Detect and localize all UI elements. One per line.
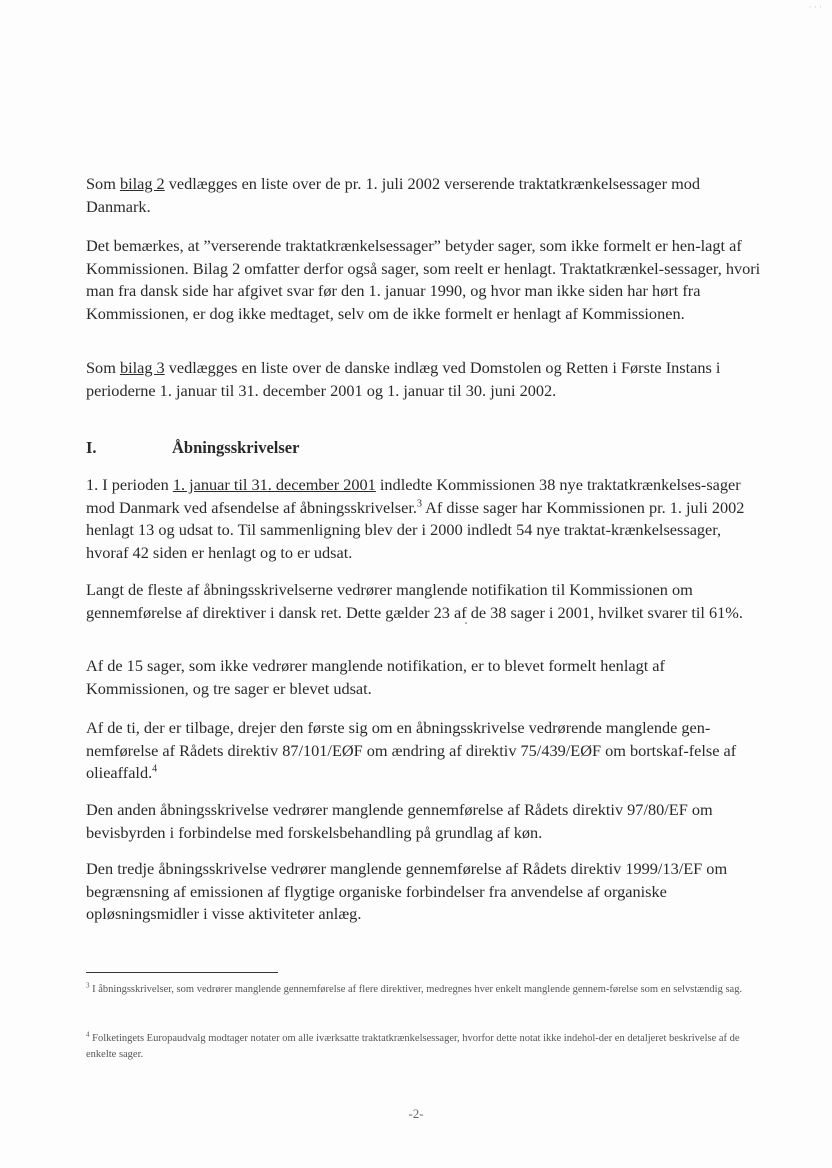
- paragraph-bilag-3: [86, 357, 766, 402]
- footnote-divider: [86, 972, 278, 973]
- paragraph-third-letter: Den tredje åbningsskrivelse vedrører manglende gennemførelse af Rådets direktiv 1999/13/EF om begrænsning af emissionen af flygtige organiske forbindelser fra anvendelse af organiske opløsningsmidler i visse aktiviteter anlæg.: [86, 859, 728, 923]
- scan-speck: [465, 622, 467, 624]
- paragraph-text: Som: [86, 358, 120, 377]
- paragraph-text: Af disse sager har Kommissionen pr. 1. juli 2002 henlagt 13 og udsat to. Til sammenligning blev der i 2000 indledt 54 nye traktat-krænkelsessager, hvoraf 42 siden er henlagt og to er udsat.: [86, 497, 745, 562]
- paragraph-period-2001: [86, 474, 766, 564]
- footnote-ref-4[interactable]: 4: [152, 763, 158, 775]
- section-title: Åbningsskrivelser: [172, 438, 300, 457]
- footnote-text: Folketingets Europaudvalg modtager notater om alle iværksatte traktatkrænkelsessager, hvorfor dette notat ikke indehol-der en detaljeret beskrivelse af de enkelte sager.: [86, 1033, 740, 1060]
- footnote-mark: 4: [86, 1030, 90, 1039]
- footnote-4: [86, 1031, 750, 1063]
- paragraph-text: vedlægges en liste over de danske indlæg ved Domstolen og Retten i Første Instans i perioderne 1. januar til 31. december 2001 og 1. januar til 30. juni 2002.: [86, 358, 721, 400]
- footnote-3: [86, 982, 750, 998]
- period-link[interactable]: 1. januar til 31. december 2001: [172, 475, 376, 494]
- paragraph-second-letter: Den anden åbningsskrivelse vedrører manglende gennemførelse af Rådets direktiv 97/80/EF om bevisbyrden i forbindelse med forskelsbehandling på grundlag af køn.: [86, 800, 713, 842]
- paragraph-15-cases: Af de 15 sager, som ikke vedrører manglende notifikation, er to blevet formelt henlagt af Kommissionen, og tre sager er blevet udsat.: [86, 656, 665, 698]
- paragraph-text: 1. I perioden: [86, 475, 173, 494]
- paragraph-text: Af de ti, der er tilbage, drejer den første sig om en åbningsskrivelse vedrørende manglende gen-nemførelse af Rådets direktiv 87/101/EØF om ændring af direktiv 75/439/EØF om bortskaf-felse af olieaffald.: [86, 718, 737, 782]
- footnote-ref-3[interactable]: 3: [416, 498, 422, 510]
- bilag-3-link[interactable]: bilag 3: [119, 358, 165, 377]
- paragraph-text: vedlægges en liste over de pr. 1. juli 2002 verserende traktatkrænkelsessager mod Danmark.: [86, 174, 701, 216]
- paragraph-text: indledte Kommissionen 38 nye traktatkrænkelses-sager mod Danmark ved afsendelse af åbningsskrivelser.: [86, 475, 741, 517]
- section-heading: [86, 437, 766, 461]
- corner-mark: · · ·: [808, 2, 822, 12]
- footnote-mark: 3: [86, 981, 90, 990]
- section-number: I.: [86, 438, 97, 457]
- paragraph-first-letter: [86, 717, 766, 785]
- paragraph-bilag-2: [86, 173, 766, 218]
- paragraph-notification: Langt de fleste af åbningsskrivelserne vedrører manglende notifikation til Kommissionen om gennemførelse af direktiver i dansk ret. Dette gælder 23 af de 38 sager i 2001, hvilket svarer til 61%.: [86, 580, 743, 622]
- footnote-text: I åbningsskrivelser, som vedrører manglende gennemførelse af flere direktiver, medregnes hver enkelt manglende gennem-førelse som en selvstændig sag.: [89, 984, 743, 995]
- paragraph-text: Som: [86, 174, 120, 193]
- page-number: -2-: [408, 1106, 424, 1121]
- bilag-2-link[interactable]: bilag 2: [119, 174, 165, 193]
- paragraph-definition: Det bemærkes, at ”verserende traktatkrænkelsessager” betyder sager, som ikke formelt er hen-lagt af Kommissionen. Bilag 2 omfatter derfor også sager, som reelt er henlagt. Traktatkrænkel-sessager, hvori man fra dansk side har afgivet svar før den 1. januar 1990, og hvor man ikke siden har hørt fra Kommissionen, er dog ikke medtaget, selv om de ikke formelt er henlagt af Kommissionen.: [86, 236, 761, 323]
